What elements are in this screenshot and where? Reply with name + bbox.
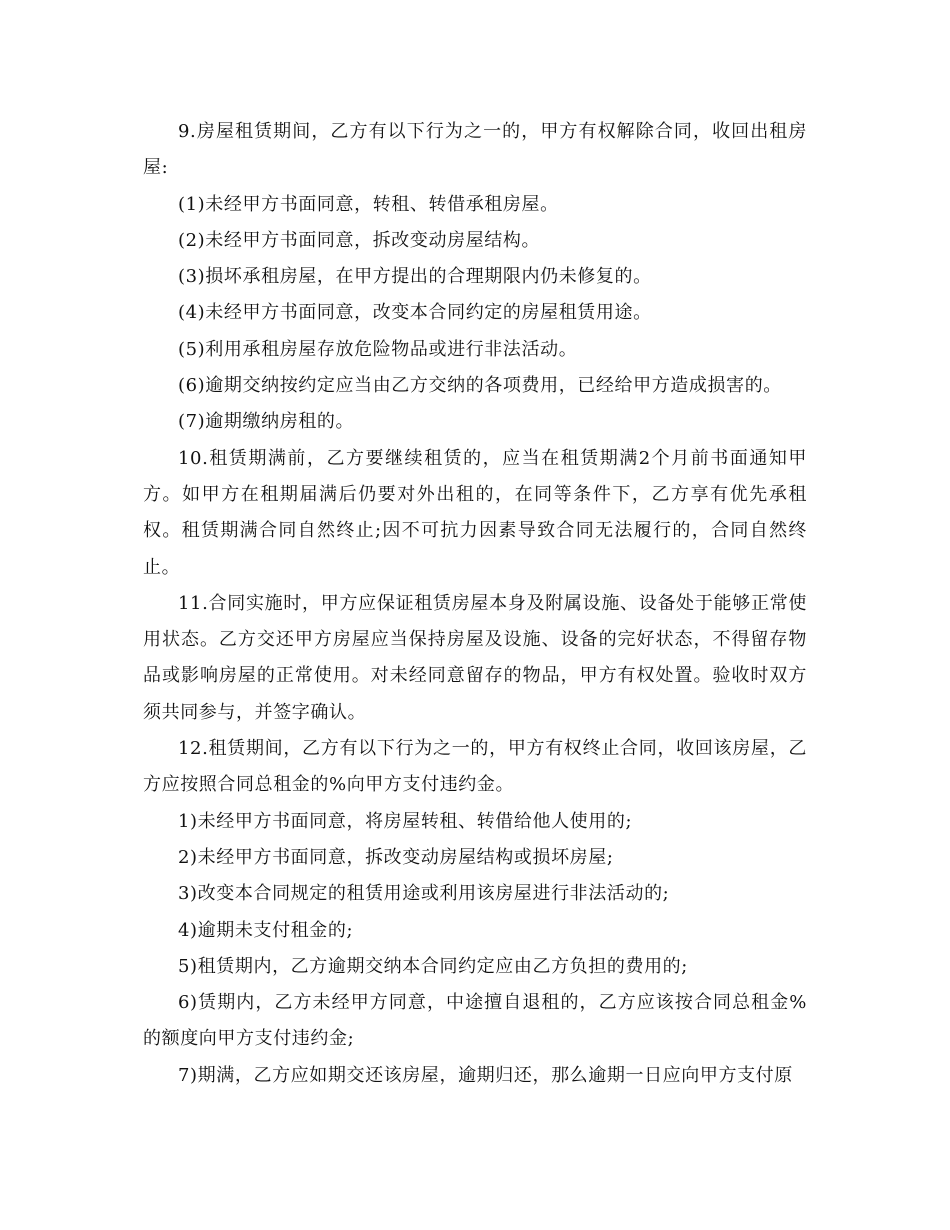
clause-12-item-1: 1)未经甲方书面同意，将房屋转租、转借给他人使用的; [178, 810, 633, 832]
clause-12-item-2: 2)未经甲方书面同意，拆改变动房屋结构或损坏房屋; [178, 846, 614, 868]
clause-9-item-4: (4)未经甲方书面同意，改变本合同约定的房屋租赁用途。 [178, 302, 652, 324]
clause-9-item-5: (5)利用承租房屋存放危险物品或进行非法活动。 [178, 338, 578, 360]
document-body [143, 114, 807, 1094]
clause-12-item-7: 7)期满，乙方应如期交还该房屋，逾期归还，那么逾期一日应向甲方支付原 [178, 1064, 793, 1086]
clause-12-item-4: 4)逾期未支付租金的; [178, 919, 354, 941]
clause-9-item-2: (2)未经甲方书面同意，拆改变动房屋结构。 [178, 229, 541, 251]
clause-12: 12.租赁期间，乙方有以下行为之一的，甲方有权终止合同，收回该房屋，乙方应按照合同总租金的%向甲方支付违约金。 [143, 738, 807, 796]
clause-9: 9.房屋租赁期间，乙方有以下行为之一的，甲方有权解除合同，收回出租房屋: [143, 121, 807, 179]
clause-12-item-5: 5)租赁期内，乙方逾期交纳本合同约定应由乙方负担的费用的; [178, 955, 688, 977]
clause-9-item-7: (7)逾期缴纳房租的。 [178, 411, 355, 433]
clause-12-item-6: 6)赁期内，乙方未经甲方同意，中途擅自退租的，乙方应该按合同总租金%的额度向甲方支付违约金; [143, 992, 807, 1050]
clause-9-item-6: (6)逾期交纳按约定应当由乙方交纳的各项费用，已经给甲方造成损害的。 [178, 375, 782, 397]
clause-12-item-3: 3)改变本合同规定的租赁用途或利用该房屋进行非法活动的; [178, 883, 670, 905]
clause-9-item-1: (1)未经甲方书面同意，转租、转借承租房屋。 [178, 193, 559, 215]
clause-9-item-3: (3)损坏承租房屋，在甲方提出的合理期限内仍未修复的。 [178, 266, 652, 288]
clause-10: 10.租赁期满前，乙方要继续租赁的，应当在租赁期满2个月前书面通知甲方。如甲方在租期届满后仍要对外出租的，在同等条件下，乙方享有优先承租权。租赁期满合同自然终止;因不可抗力因素导致合同无法履行的，合同自然终止。 [143, 447, 807, 578]
clause-11: 11.合同实施时，甲方应保证租赁房屋本身及附属设施、设备处于能够正常使用状态。乙方交还甲方房屋应当保持房屋及设施、设备的完好状态，不得留存物品或影响房屋的正常使用。对未经同意留存的物品，甲方有权处置。验收时双方须共同参与，并签字确认。 [143, 592, 807, 723]
